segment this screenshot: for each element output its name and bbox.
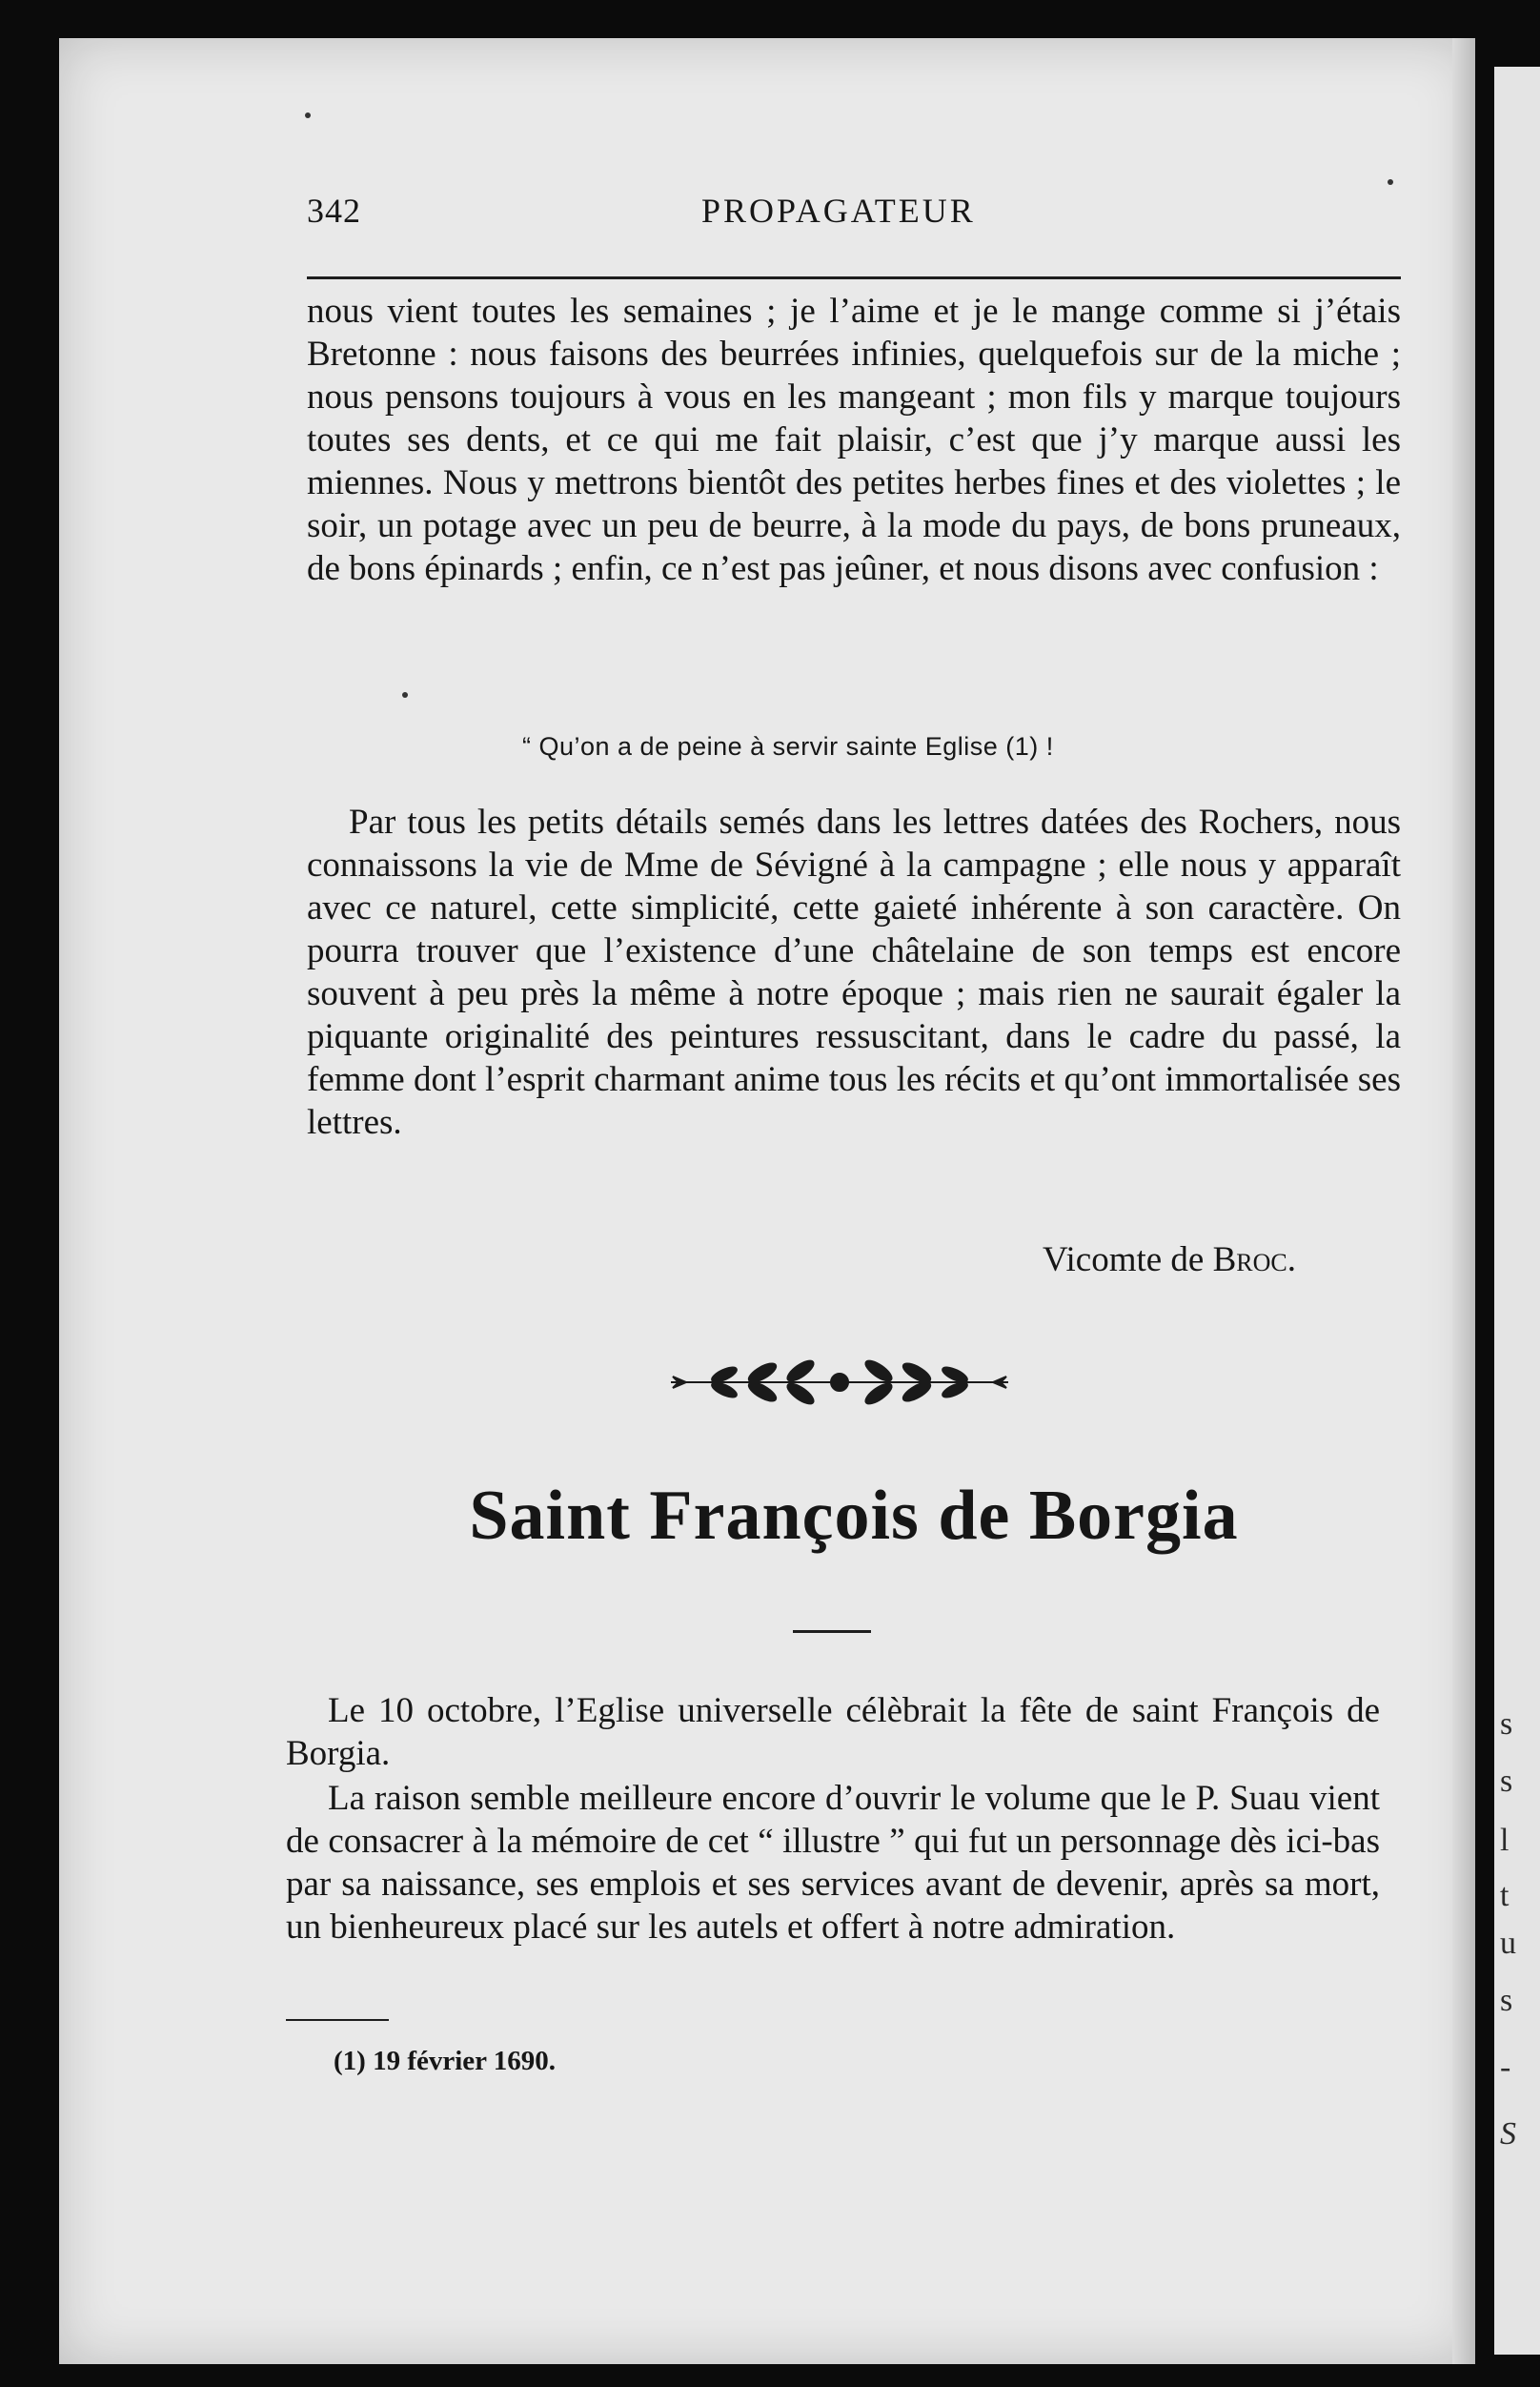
article-paragraph: La raison semble meilleure encore d’ouvrir le volume que le P. Suau vient de consacrer à la mémoire de cet “ illustre ” qui fut un personnage dès ici-bas par sa naissance, ses emplois et ses services avant de devenir, après sa mort, un bienheureux placé sur les autels et offert à notre admiration. — [286, 1779, 1380, 1947]
dust-speck — [402, 692, 408, 698]
author-signature — [1043, 1239, 1296, 1280]
running-head: PROPAGATEUR — [701, 192, 976, 230]
footnote-rule — [286, 2019, 389, 2021]
next-page-letter: s — [1500, 1983, 1513, 2018]
letter-excerpt-paragraph: nous vient toutes les semaines ; je l’aime et je le mange comme si j’étais Bretonne : nous faisons des beurrées infinies, quelquefois sur de la miche ; nous pensons toujours à vous en les mangeant ; mon fils y marque toujours toutes ses dents, et ce qui me fait plaisir, c’est que j’y marque aussi les miennes. Nous y mettrons bientôt des petites herbes fines et des violettes ; le soir, un potage avec un peu de beurre, à la mode du pays, de bons pruneaux, de bons épinards ; enfin, ce n’est pas jeûner, et nous disons avec confusion : — [307, 292, 1401, 588]
next-page-letter: l — [1500, 1823, 1510, 1858]
page-number: 342 — [307, 192, 361, 230]
title-rule — [793, 1630, 871, 1633]
next-page-letter: u — [1500, 1926, 1516, 1961]
next-page-edge — [1494, 67, 1540, 2355]
header-rule — [307, 276, 1401, 279]
page-gutter-shadow — [1452, 38, 1475, 2364]
next-page-letter: s — [1500, 1706, 1513, 1742]
article-title: Saint François de Borgia — [469, 1477, 1239, 1555]
floral-ornament-icon — [667, 1356, 1012, 1409]
next-page-letter: - — [1500, 2050, 1511, 2085]
footnote: (1) 19 février 1690. — [334, 2046, 556, 2076]
next-page-letter: t — [1500, 1878, 1510, 1913]
next-page-letter: S — [1500, 2116, 1516, 2152]
signature-name: Broc. — [1212, 1240, 1296, 1279]
next-page-letter: s — [1500, 1764, 1513, 1799]
commentary-paragraph: Par tous les petits détails semés dans les lettres datées des Rochers, nous connaissons la vie de Mme de Sévigné à la campagne ; elle nous y apparaît avec ce naturel, cette simplicité, cette gaieté inhérente à son caractère. On pourra trouver que l’existence d’une châtelaine de son temps est encore souvent à peu près la même à notre époque ; mais rien ne saurait égaler la piquante originalité des peintures ressuscitant, dans le cadre du passé, la femme dont l’esprit charmant anime tous les récits et qu’ont immortalisée ses lettres. — [307, 803, 1401, 1142]
dust-speck — [305, 112, 311, 118]
scan-border — [0, 0, 59, 2387]
signature-title: Vicomte de — [1043, 1240, 1213, 1279]
dust-speck — [1388, 179, 1393, 185]
quotation: “ Qu’on a de peine à servir sainte Eglise (1) ! — [522, 732, 1054, 761]
page-header — [307, 191, 1401, 240]
article-paragraph: Le 10 octobre, l’Eglise universelle célèbrait la fête de saint François de Borgia. — [286, 1691, 1380, 1773]
